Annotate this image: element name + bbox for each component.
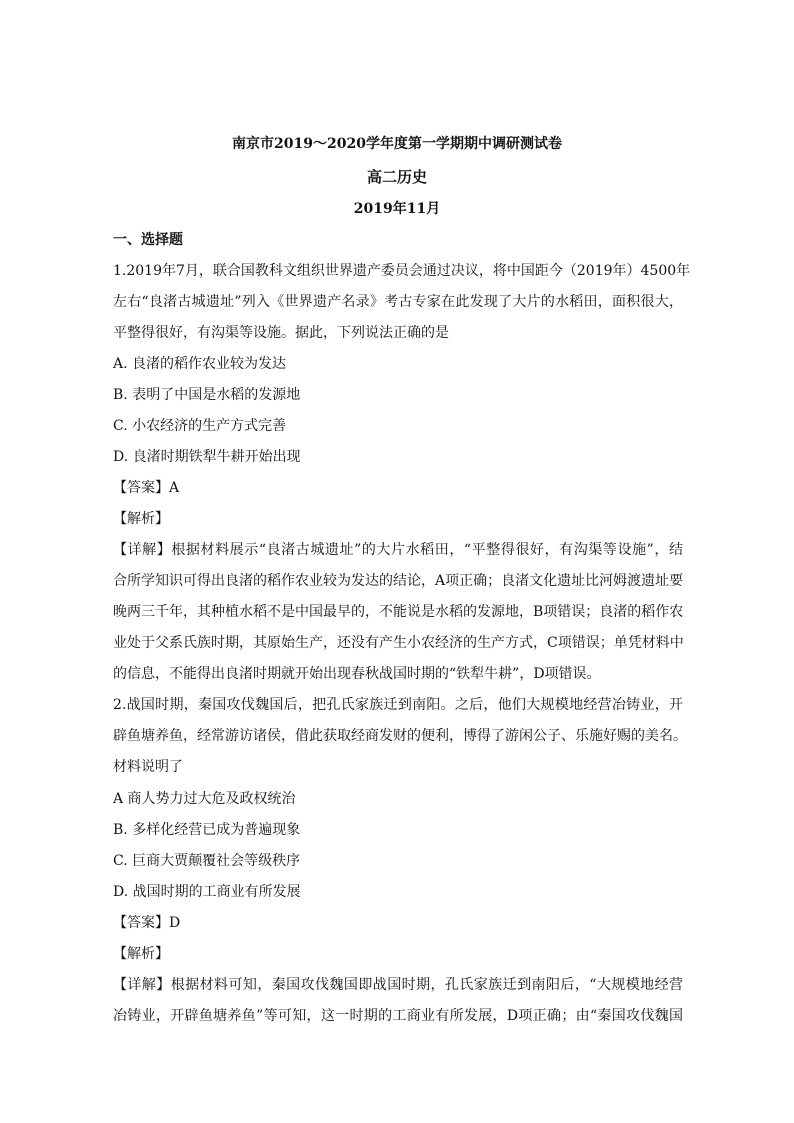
q2-stem-line-3: 材料说明了 <box>113 759 183 775</box>
q2-detail-line-1: 【详解】根据材料可知，秦国攻伐魏国即战国时期，孔氏家族迁到南阳后，“大规模地经营 <box>113 977 683 993</box>
q2-answer: 【答案】D <box>113 915 181 931</box>
q2-option-a: A 商人势力过大危及政权统治 <box>113 791 296 807</box>
exam-title: 南京市2019～2020学年度第一学期期中调研测试卷 <box>232 136 562 152</box>
q2-detail-line-2: 冶铸业，开辟鱼塘养鱼”等可知，这一时期的工商业有所发展，D项正确；由“秦国攻伐魏国 <box>113 1008 683 1024</box>
q1-option-d: D. 良渚时期铁犁牛耕开始出现 <box>113 449 301 465</box>
section-heading: 一、选择题 <box>113 232 183 248</box>
q1-detail-line-2: 合所学知识可得出良渚的稻作农业较为发达的结论，A项正确；良渚文化遗址比河姆渡遗址要 <box>113 573 684 589</box>
q1-analysis-label: 【解析】 <box>113 511 169 527</box>
q1-stem-line-2: 左右“良渚古城遗址”列入《世界遗产名录》考古专家在此发现了大片的水稻田，面积很大， <box>113 294 683 310</box>
q1-option-c: C. 小农经济的生产方式完善 <box>113 418 287 434</box>
q2-stem-line-2: 辟鱼塘养鱼，经常游访诸侯，借此获取经商发财的便利，博得了游闲公子、乐施好赐的美名。 <box>113 728 687 744</box>
q1-option-b: B. 表明了中国是水稻的发源地 <box>113 387 301 403</box>
q1-answer: 【答案】A <box>113 480 180 496</box>
q1-option-a: A. 良渚的稻作农业较为发达 <box>113 356 287 372</box>
exam-subject: 高二历史 <box>366 168 427 186</box>
q1-stem-line-1: 1.2019年7月，联合国教科文组织世界遗产委员会通过决议，将中国距今（2019年）4500年 <box>113 263 691 279</box>
exam-date: 2019年11月 <box>353 201 441 217</box>
q1-stem-line-3: 平整得很好，有沟渠等设施。据此，下列说法正确的是 <box>113 325 449 341</box>
q2-option-c: C. 巨商大贾颠覆社会等级秩序 <box>113 853 301 869</box>
q2-option-b: B. 多样化经营已成为普遍现象 <box>113 822 301 838</box>
q1-detail-line-4: 业处于父系氏族时期，其原始生产，还没有产生小农经济的生产方式，C项错误；单凭材料中 <box>113 635 684 651</box>
q2-analysis-label: 【解析】 <box>113 946 169 962</box>
q1-detail-line-5: 的信息，不能得出良渚时期就开始出现春秋战国时期的“铁犁牛耕”，D项错误。 <box>113 666 601 682</box>
q1-detail-line-3: 晚两三千年，其种植水稻不是中国最早的，不能说是水稻的发源地，B项错误；良渚的稻作农 <box>113 604 684 620</box>
q1-detail-line-1: 【详解】根据材料展示“良渚古城遗址”的大片水稻田，“平整得很好，有沟渠等设施”，结 <box>113 542 683 558</box>
q2-option-d: D. 战国时期的工商业有所发展 <box>113 884 301 900</box>
q2-stem-line-1: 2.战国时期，秦国攻伐魏国后，把孔氏家族迁到南阳。之后，他们大规模地经营冶铸业，开 <box>113 697 683 713</box>
